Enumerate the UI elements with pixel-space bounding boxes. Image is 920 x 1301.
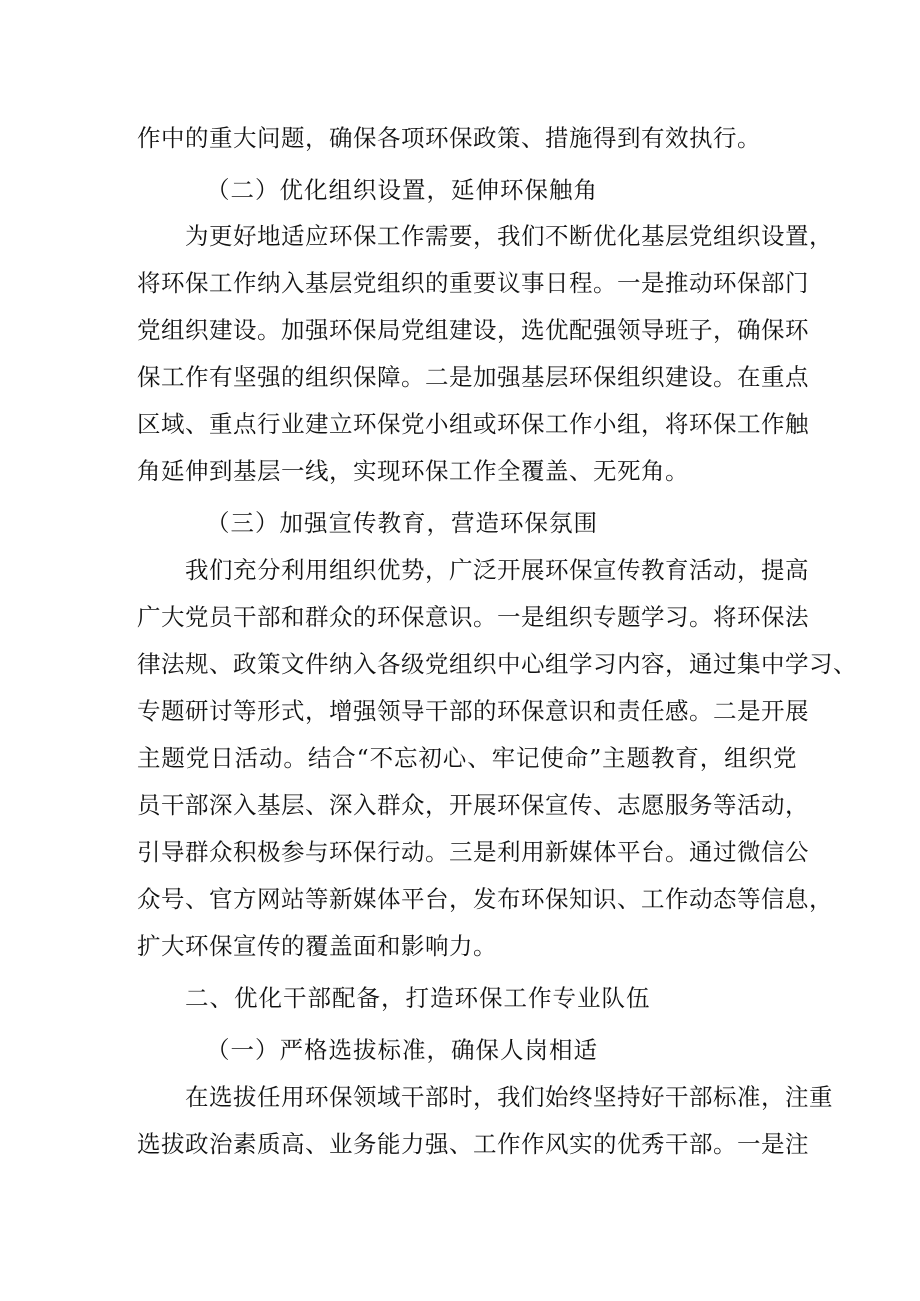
body-line: 引导群众积极参与环保行动。三是利用新媒体平台。通过微信公 (137, 838, 809, 866)
body-line: 作中的重大问题，确保各项环保政策、措施得到有效执行。 (137, 124, 761, 152)
body-line: 保工作有坚强的组织保障。二是加强基层环保组织建设。在重点 (137, 363, 809, 391)
section-heading: （一）严格选拔标准，确保人岗相适 (206, 1036, 598, 1064)
section-heading: （三）加强宣传教育，营造环保氛围 (206, 509, 598, 537)
body-line: 广大党员干部和群众的环保意识。一是组织专题学习。将环保法 (137, 603, 809, 631)
body-line: 选拔政治素质高、业务能力强、工作作风实的优秀干部。一是注 (137, 1130, 809, 1158)
body-line: 角延伸到基层一线，实现环保工作全覆盖、无死角。 (137, 457, 689, 485)
body-line: 扩大环保宣传的覆盖面和影响力。 (137, 932, 497, 960)
body-line: 党组织建设。加强环保局党组建设，选优配强领导班子，确保环 (137, 316, 809, 344)
section-heading: （二）优化组织设置，延伸环保触角 (206, 176, 598, 204)
body-line: 众号、官方网站等新媒体平台，发布环保知识、工作动态等信息， (137, 885, 833, 913)
body-line: 为更好地适应环保工作需要，我们不断优化基层党组织设置， (185, 222, 833, 250)
body-line: 我们充分利用组织优势，广泛开展环保宣传教育活动，提高 (185, 556, 809, 584)
body-line: 将环保工作纳入基层党组织的重要议事日程。一是推动环保部门 (137, 269, 809, 297)
body-line: 区域、重点行业建立环保党小组或环保工作小组，将环保工作触 (137, 410, 809, 438)
body-line: 主题党日活动。结合“不忘初心、牢记使命”主题教育，组织党 (137, 744, 797, 772)
body-line: 在选拔任用环保领域干部时，我们始终坚持好干部标准，注重 (185, 1083, 833, 1111)
chapter-heading: 二、优化干部配备，打造环保工作专业队伍 (185, 984, 651, 1012)
body-line: 律法规、政策文件纳入各级党组织中心组学习内容，通过集中学习、 (137, 650, 857, 678)
body-line: 专题研讨等形式，增强领导干部的环保意识和责任感。二是开展 (137, 697, 809, 725)
body-line: 员干部深入基层、深入群众，开展环保宣传、志愿服务等活动， (137, 791, 809, 819)
